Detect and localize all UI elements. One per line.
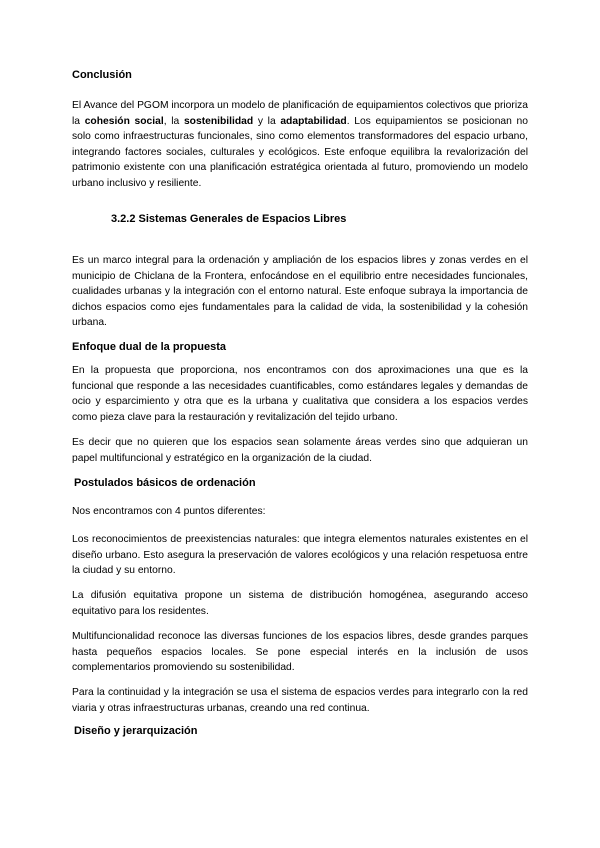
dual-paragraph-2: Es decir que no quieren que los espacios sean solamente áreas verdes sino que adquieran un papel multifuncional y estratégico en la organización de la ciudad. [72,437,528,464]
bold-sostenibilidad: sostenibilidad [183,115,254,127]
conclusion-heading: Conclusión [72,69,132,81]
postulado-4: Para la continuidad y la integración se usa el sistema de espacios verdes para integrarlo con la red viaria y otras infraestructuras urbanas, creando una red continua. [72,687,528,714]
conclusion-paragraph [72,98,528,192]
postulado-1: Los reconocimientos de preexistencias naturales: que integra elementos naturales existentes en el diseño urbano. Esto asegura la preservación de valores ecológicos y una relación respetuosa entre la ciudad y su entorno. [72,534,528,577]
section-intro-paragraph: Es un marco integral para la ordenación y ampliación de los espacios libres y zonas verdes en el municipio de Chiclana de la Frontera, enfocándose en el equilibrio entre necesidades funcionales, cualidades urbanas y la integración con el entorno natural. Este enfoque subraya la importancia de dichos espacios como ejes fundamentales para la calidad de vida, la sostenibilidad y la cohesión urbana. [72,255,528,329]
bold-cohesion: cohesión social [84,115,164,127]
bold-adaptabilidad: adaptabilidad [280,115,347,127]
conclusion-text-1: El Avance del PGOM incorpora un modelo de planificación de equipamientos colectivos que prioriza la [72,100,528,127]
postulados-heading: Postulados básicos de ordenación [74,477,256,489]
section-heading: 3.2.2 Sistemas Generales de Espacios Libres [111,213,347,225]
postulado-2: La difusión equitativa propone un sistema de distribución homogénea, asegurando acceso equitativo para los residentes. [72,590,528,617]
dual-paragraph-1: En la propuesta que proporciona, nos encontramos con dos aproximaciones una que es la funcional que responde a las necesidades cuantificables, como estándares legales y demandas de ocio y esparcimiento y otra que es la urbana y cualitativa que considera a los espacios verdes como pieza clave para la restauración y revitalización del tejido urbano. [72,365,528,423]
postulados-intro: Nos encontramos con 4 puntos diferentes: [72,506,266,517]
conclusion-text-2: , la [163,115,184,127]
conclusion-text-4: . Los equipamientos se posicionan no solo como infraestructuras funcionales, sino como elementos transformadores del espacio urbano, integrando factores sociales, culturales y ecológicos. Este enfoque equilibra la revalorización del patrimonio existente con una planificación estratégica orientada al futuro, promoviendo un modelo urbano inclusivo y resiliente. [72,115,528,189]
conclusion-text-3: y la [253,115,281,127]
dual-heading: Enfoque dual de la propuesta [72,341,227,353]
diseno-heading: Diseño y jerarquización [74,725,198,737]
postulado-3: Multifuncionalidad reconoce las diversas funciones de los espacios libres, desde grandes parques hasta pequeños espacios locales. Se pone especial interés en la inclusión de usos complementarios promoviendo su sostenibilidad. [72,631,528,674]
